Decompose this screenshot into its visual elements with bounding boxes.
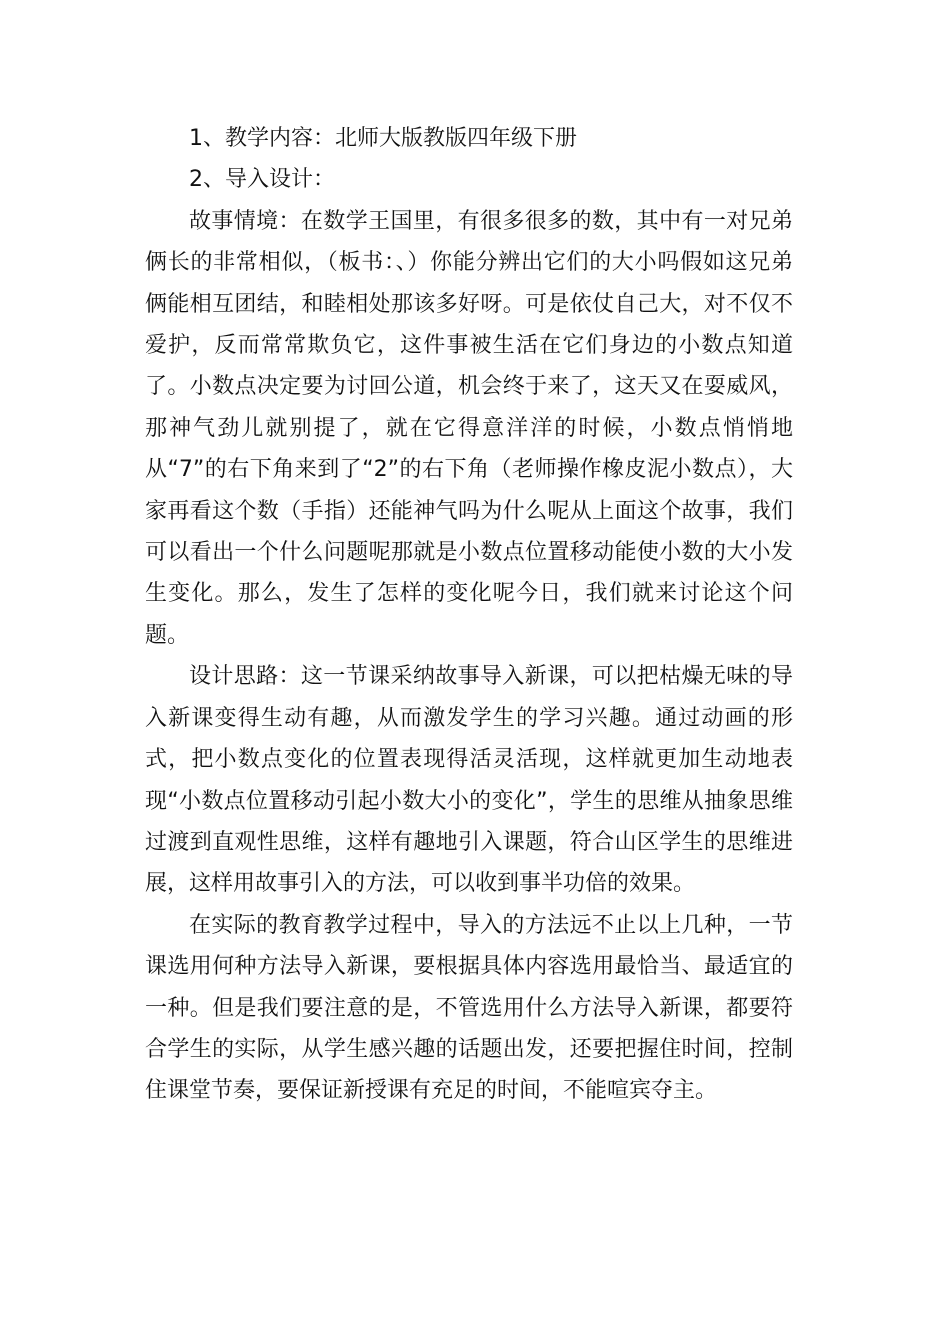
conclusion-paragraph: 在实际的教育教学过程中，导入的方法远不止以上几种，一节课选用何种方法导入新课，要根据具体内容选用最恰当、最适宜的一种。但是我们要注意的是，不管选用什么方法导入新课，都要符合学生的实际，从学生感兴趣的话题出发，还要把握住时间，控制住课堂节奏，要保证新授课有充足的时间，不能喧宾夺主。 bbox=[145, 912, 793, 1104]
design-rationale-paragraph: 设计思路：这一节课采纳故事导入新课，可以把枯燥无味的导入新课变得生动有趣，从而激发学生的学习兴趣。通过动画的形式，把小数点变化的位置表现得活灵活现，这样就更加生动地表现“小数点位置移动引起小数大小的变化”，学生的思维从抽象思维过渡到直观性思维，这样有趣地引入课题，符合山区学生的思维进展，这样用故事引入的方法，可以收到事半功倍的效果。 bbox=[145, 664, 793, 897]
section-teaching-content: 1、教学内容：北师大版教版四年级下册 bbox=[189, 126, 577, 151]
section-intro-design: 2、导入设计： bbox=[189, 167, 335, 193]
story-scenario-paragraph: 故事情境：在数学王国里，有很多很多的数，其中有一对兄弟俩长的非常相似，（板书：、）你能分辨出它们的大小吗假如这兄弟俩能相互团结，和睦相处那该多好呀。可是依仗自己大，对不仅不爱护，反而常常欺负它，这件事被生活在它们身边的小数点知道了。小数点决定要为讨回公道，机会终于来了，这天又在耍威风，那神气劲儿就别提了，就在它得意洋洋的时候，小数点悄悄地从“7”的右下角来到了“2”的右下角（老师操作橡皮泥小数点），大家再看这个数（手指）还能神气吗为什么呢从上面这个故事，我们可以看出一个什么问题呢那就是小数点位置移动能使小数的大小发生变化。那么，发生了怎样的变化呢今日，我们就来讨论这个问题。 bbox=[145, 208, 793, 648]
document-body bbox=[145, 118, 793, 1112]
